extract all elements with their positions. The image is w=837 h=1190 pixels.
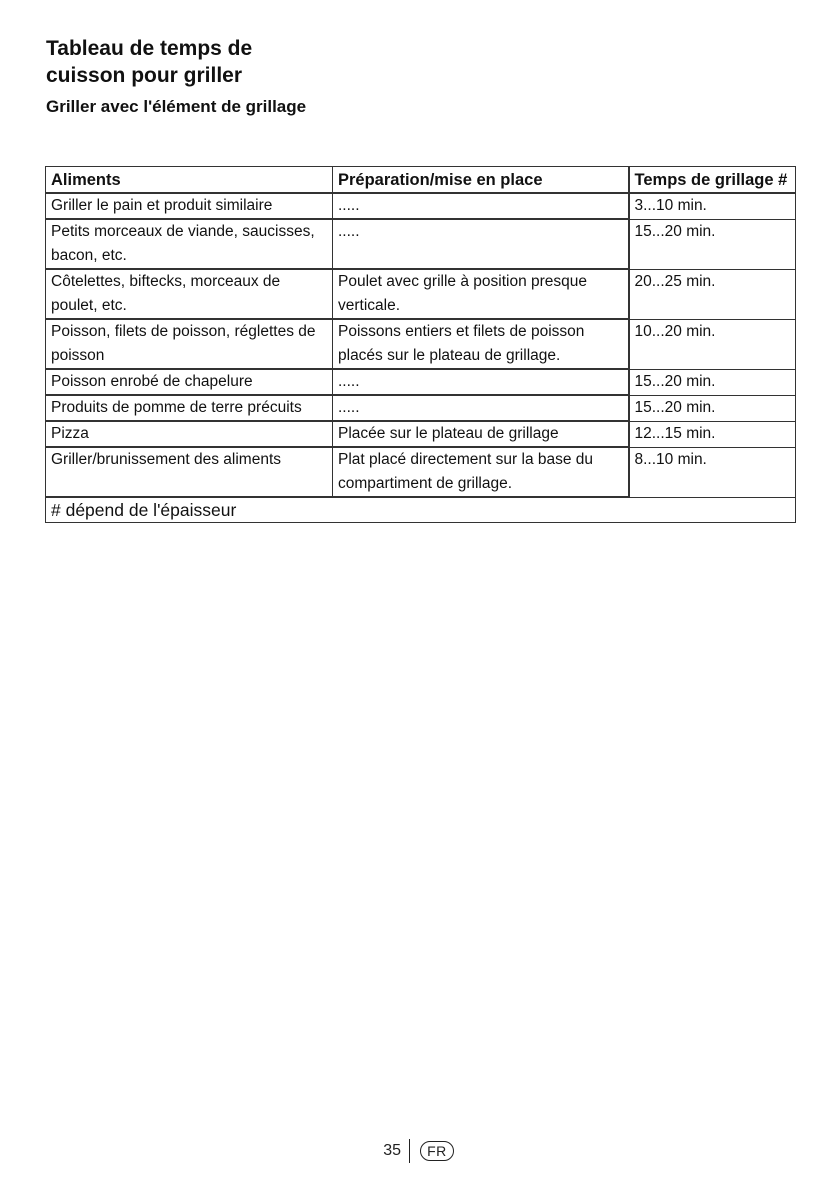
table-row bbox=[46, 319, 796, 369]
table-row bbox=[46, 269, 796, 319]
time-cell: 15...20 min. bbox=[629, 395, 796, 421]
time-cell: 20...25 min. bbox=[629, 269, 796, 319]
table-footnote: # dépend de l'épaisseur bbox=[46, 497, 796, 523]
preparation-cell: ..... bbox=[333, 395, 629, 421]
grilling-time-table bbox=[45, 166, 796, 523]
time-cell: 15...20 min. bbox=[629, 369, 796, 395]
food-cell: Poisson enrobé de chapelure bbox=[46, 369, 333, 395]
preparation-cell: Plat placé directement sur la base du compartiment de grillage. bbox=[333, 447, 629, 497]
preparation-cell: Placée sur le plateau de grillage bbox=[333, 421, 629, 447]
footer-divider bbox=[409, 1139, 410, 1163]
preparation-cell: Poulet avec grille à position presque verticale. bbox=[333, 269, 629, 319]
food-cell: Griller/brunissement des aliments bbox=[46, 447, 333, 497]
preparation-cell: ..... bbox=[333, 369, 629, 395]
food-cell: Petits morceaux de viande, saucisses, bacon, etc. bbox=[46, 219, 333, 269]
preparation-cell: Poissons entiers et filets de poisson placés sur le plateau de grillage. bbox=[333, 319, 629, 369]
time-cell: 10...20 min. bbox=[629, 319, 796, 369]
page-footer bbox=[0, 1139, 837, 1163]
preparation-cell: ..... bbox=[333, 193, 629, 219]
food-cell: Côtelettes, biftecks, morceaux de poulet, etc. bbox=[46, 269, 333, 319]
time-cell: 3...10 min. bbox=[629, 193, 796, 219]
section-subtitle: Griller avec l'élément de grillage bbox=[46, 97, 307, 116]
table-row bbox=[46, 193, 796, 219]
page-title bbox=[46, 35, 252, 89]
time-cell: 15...20 min. bbox=[629, 219, 796, 269]
table-row bbox=[46, 395, 796, 421]
food-cell: Poisson, filets de poisson, réglettes de poisson bbox=[46, 319, 333, 369]
food-cell: Griller le pain et produit similaire bbox=[46, 193, 333, 219]
page-number: 35 bbox=[383, 1142, 402, 1159]
page-title-line-2: cuisson pour griller bbox=[46, 64, 243, 87]
table-row bbox=[46, 421, 796, 447]
column-header-time: Temps de grillage # bbox=[629, 167, 796, 194]
preparation-cell: ..... bbox=[333, 219, 629, 269]
column-header-food: Aliments bbox=[46, 167, 333, 194]
page-title-line-1: Tableau de temps de bbox=[46, 37, 253, 60]
language-badge: FR bbox=[420, 1141, 454, 1161]
time-cell: 12...15 min. bbox=[629, 421, 796, 447]
table-row bbox=[46, 447, 796, 497]
table-header-row bbox=[46, 167, 796, 194]
food-cell: Produits de pomme de terre précuits bbox=[46, 395, 333, 421]
table-row bbox=[46, 219, 796, 269]
column-header-preparation: Préparation/mise en place bbox=[333, 167, 629, 194]
time-cell: 8...10 min. bbox=[629, 447, 796, 497]
table-footnote-row bbox=[46, 497, 796, 523]
food-cell: Pizza bbox=[46, 421, 333, 447]
table-row bbox=[46, 369, 796, 395]
